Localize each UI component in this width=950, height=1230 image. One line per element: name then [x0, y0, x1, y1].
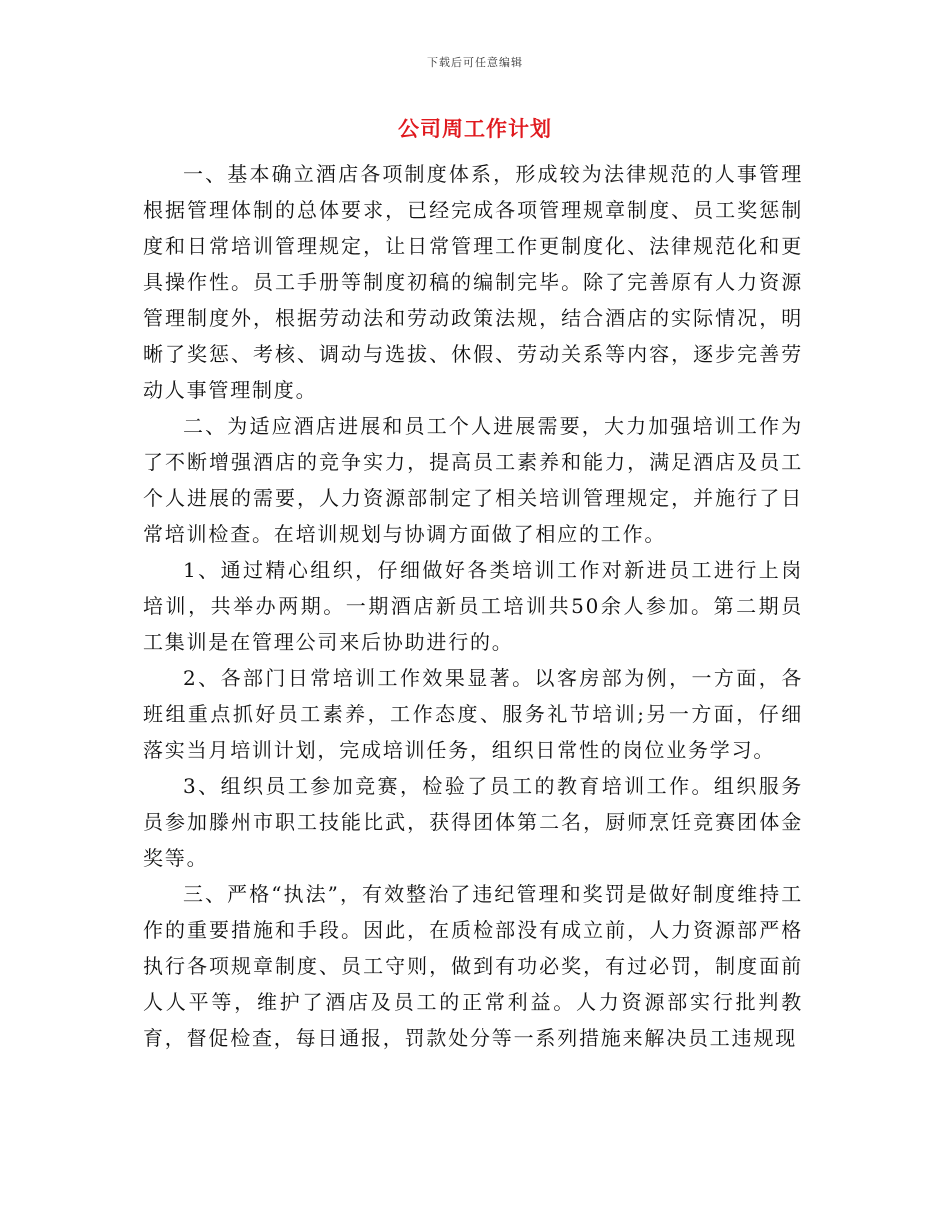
- paragraph-6: 三、严格“执法”，有效整治了违纪管理和奖罚是做好制度维持工作的重要措施和手段。因此，在质检部没有成立前，人力资源部严格执行各项规章制度、员工守则，做到有功必奖，有过必罚，制度面前人人平等，维护了酒店及员工的正常利益。人力资源部实行批判教育，督促检查，每日通报，罚款处分等一系列措施来解决员工违规现: [143, 882, 803, 1050]
- document-body: [143, 156, 803, 1056]
- paragraph-2: 二、为适应酒店进展和员工个人进展需要，大力加强培训工作为了不断增强酒店的竞争实力，提高员工素养和能力，满足酒店及员工个人进展的需要，人力资源部制定了相关培训管理规定，并施行了日常培训检查。在培训规划与协调方面做了相应的工作。: [143, 414, 803, 546]
- paragraph-4: 2、各部门日常培训工作效果显著。以客房部为例，一方面，各班组重点抓好员工素养，工作态度、服务礼节培训;另一方面，仔细落实当月培训计划，完成培训任务，组织日常性的岗位业务学习。: [143, 666, 803, 762]
- paragraph-5: 3、组织员工参加竞赛，检验了员工的教育培训工作。组织服务员参加滕州市职工技能比武，获得团体第二名，厨师烹饪竞赛团体金奖等。: [143, 774, 803, 870]
- page-header-note: 下载后可任意编辑: [427, 56, 523, 69]
- document-title: 公司周工作计划: [398, 116, 552, 141]
- paragraph-1: 一、基本确立酒店各项制度体系，形成较为法律规范的人事管理根据管理体制的总体要求，已经完成各项管理规章制度、员工奖惩制度和日常培训管理规定，让日常管理工作更制度化、法律规范化和更具操作性。员工手册等制度初稿的编制完毕。除了完善原有人力资源管理制度外，根据劳动法和劳动政策法规，结合酒店的实际情况，明晰了奖惩、考核、调动与选拔、休假、劳动关系等内容，逐步完善劳动人事管理制度。: [143, 162, 803, 402]
- paragraph-3: 1、通过精心组织，仔细做好各类培训工作对新进员工进行上岗培训，共举办两期。一期酒店新员工培训共50余人参加。第二期员工集训是在管理公司来后协助进行的。: [143, 558, 803, 654]
